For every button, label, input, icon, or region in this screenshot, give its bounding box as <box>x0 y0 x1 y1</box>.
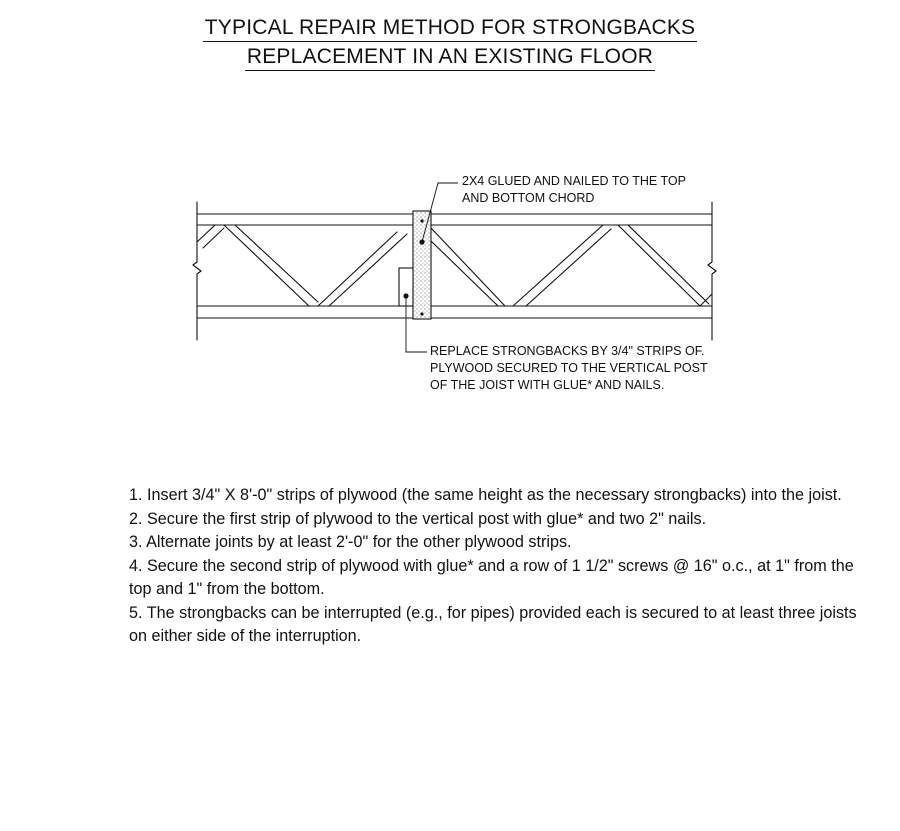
right-break-line <box>708 202 716 340</box>
callout-2x4-post <box>462 173 686 207</box>
callout-bottom-line-2: PLYWOOD SECURED TO THE VERTICAL POST <box>430 361 708 375</box>
top-callout-dot <box>419 239 424 244</box>
callout-bottom-line-3: OF THE JOIST WITH GLUE* AND NAILS. <box>430 378 665 392</box>
note-item: 5. The strongbacks can be interrupted (e.g., for pipes) provided each is secured to at least three joists on either side of the interruption. <box>129 603 857 645</box>
callout-plywood-strips <box>430 343 708 394</box>
repair-notes-list <box>129 484 859 649</box>
nail-top <box>420 219 423 222</box>
left-break-line <box>193 202 201 340</box>
callout-top-line-1: 2X4 GLUED AND NAILED TO THE TOP <box>462 174 686 188</box>
note-item: 4. Secure the second strip of plywood with glue* and a row of 1 1/2" screws @ 16" o.c., at 1" from the top and 1" from the bottom. <box>129 556 854 598</box>
bottom-chord <box>197 306 712 318</box>
note-item: 2. Secure the first strip of plywood to the vertical post with glue* and two 2" nails. <box>129 509 707 528</box>
title-line-2-text: REPLACEMENT IN AN EXISTING FLOOR <box>245 44 655 71</box>
top-chord <box>197 214 712 225</box>
vertical-post-2x4 <box>413 211 431 319</box>
title-line-1-text: TYPICAL REPAIR METHOD FOR STRONGBACKS <box>203 15 697 42</box>
callout-top-line-2: AND BOTTOM CHORD <box>462 191 595 205</box>
bottom-callout-dot <box>403 293 408 298</box>
note-item: 3. Alternate joints by at least 2'-0" for the other plywood strips. <box>129 533 572 551</box>
callout-bottom-line-1: REPLACE STRONGBACKS BY 3/4" STRIPS OF. <box>430 344 705 358</box>
nail-bottom <box>420 312 423 315</box>
web-members <box>197 225 712 306</box>
note-item: 1. Insert 3/4" X 8'-0" strips of plywood (the same height as the necessary strongbacks) into the joist. <box>129 486 842 504</box>
